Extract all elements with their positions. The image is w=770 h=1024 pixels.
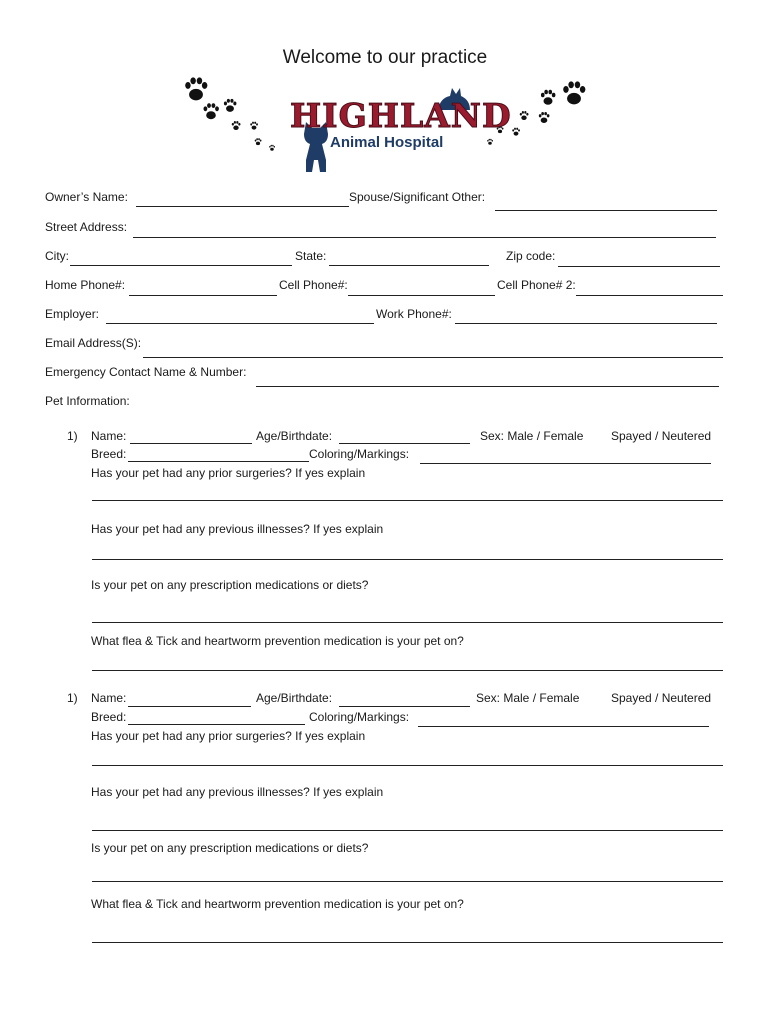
cell-phone-field[interactable] — [348, 295, 495, 296]
pet-name-field[interactable] — [130, 443, 252, 444]
cell-phone-2-label: Cell Phone# 2: — [497, 278, 576, 292]
pet-coloring-field[interactable] — [420, 463, 711, 464]
cell-phone-2-field[interactable] — [576, 295, 723, 296]
pet-sex-options[interactable]: Sex: Male / Female — [480, 429, 584, 443]
pet-breed-label: Breed: — [91, 447, 127, 461]
pet-coloring-field[interactable] — [418, 726, 709, 727]
street-address-label: Street Address: — [45, 220, 128, 234]
pet-name-label: Name: — [91, 429, 127, 443]
surgeries-answer-field[interactable] — [92, 765, 723, 766]
practice-logo — [178, 74, 598, 174]
zip-field[interactable] — [558, 266, 720, 267]
pet-coloring-label: Coloring/Markings: — [309, 447, 410, 461]
pet-breed-label: Breed: — [91, 710, 127, 724]
pet-age-label: Age/Birthdate: — [256, 429, 333, 443]
illnesses-question: Has your pet had any previous illnesses? If yes explain — [91, 522, 384, 536]
pet-age-label: Age/Birthdate: — [256, 691, 333, 705]
pet-age-field[interactable] — [339, 706, 470, 707]
illnesses-answer-field[interactable] — [92, 830, 723, 831]
owners-name-label: Owner’s Name: — [45, 190, 128, 204]
home-phone-label: Home Phone#: — [45, 278, 126, 292]
zip-label: Zip code: — [506, 249, 556, 263]
medications-answer-field[interactable] — [92, 881, 723, 882]
owners-name-field[interactable] — [136, 206, 349, 207]
flea-tick-question: What flea & Tick and heartworm prevention medication is your pet on? — [91, 897, 464, 911]
surgeries-answer-field[interactable] — [92, 500, 723, 501]
email-label: Email Address(S): — [45, 336, 142, 350]
pet-sex-options[interactable]: Sex: Male / Female — [476, 691, 580, 705]
flea-tick-question: What flea & Tick and heartworm prevention medication is your pet on? — [91, 634, 464, 648]
pet-spay-options[interactable]: Spayed / Neutered — [611, 429, 712, 443]
medications-answer-field[interactable] — [92, 622, 723, 623]
pet-coloring-label: Coloring/Markings: — [309, 710, 410, 724]
work-phone-label: Work Phone#: — [376, 307, 452, 321]
emergency-contact-label: Emergency Contact Name & Number: — [45, 365, 247, 379]
emergency-contact-field[interactable] — [256, 386, 719, 387]
flea-tick-answer-field[interactable] — [92, 670, 723, 671]
logo-subtitle: Animal Hospital — [330, 134, 444, 151]
spouse-field[interactable] — [495, 210, 717, 211]
employer-label: Employer: — [45, 307, 100, 321]
pet-number: 1) — [67, 429, 78, 443]
medications-question: Is your pet on any prescription medications or diets? — [91, 578, 369, 592]
city-label: City: — [45, 249, 69, 263]
street-address-field[interactable] — [133, 237, 716, 238]
pet-breed-field[interactable] — [128, 461, 309, 462]
email-field[interactable] — [143, 357, 723, 358]
logo-wordmark: HIGHLAND — [290, 96, 512, 135]
work-phone-field[interactable] — [455, 323, 717, 324]
page-title: Welcome to our practice — [282, 47, 488, 68]
pet-breed-field[interactable] — [128, 724, 305, 725]
city-field[interactable] — [70, 265, 292, 266]
illnesses-answer-field[interactable] — [92, 559, 723, 560]
medications-question: Is your pet on any prescription medications or diets? — [91, 841, 369, 855]
spouse-label: Spouse/Significant Other: — [349, 190, 486, 204]
state-field[interactable] — [329, 265, 489, 266]
pet-information-label: Pet Information: — [45, 394, 130, 408]
illnesses-question: Has your pet had any previous illnesses? If yes explain — [91, 785, 384, 799]
surgeries-question: Has your pet had any prior surgeries? If yes explain — [91, 729, 366, 743]
pet-name-field[interactable] — [128, 706, 251, 707]
employer-field[interactable] — [106, 323, 374, 324]
flea-tick-answer-field[interactable] — [92, 942, 723, 943]
cell-phone-label: Cell Phone#: — [279, 278, 348, 292]
pet-number: 1) — [67, 691, 78, 705]
state-label: State: — [295, 249, 327, 263]
pet-name-label: Name: — [91, 691, 127, 705]
pet-age-field[interactable] — [339, 443, 470, 444]
surgeries-question: Has your pet had any prior surgeries? If yes explain — [91, 466, 366, 480]
home-phone-field[interactable] — [129, 295, 277, 296]
pet-spay-options[interactable]: Spayed / Neutered — [611, 691, 712, 705]
